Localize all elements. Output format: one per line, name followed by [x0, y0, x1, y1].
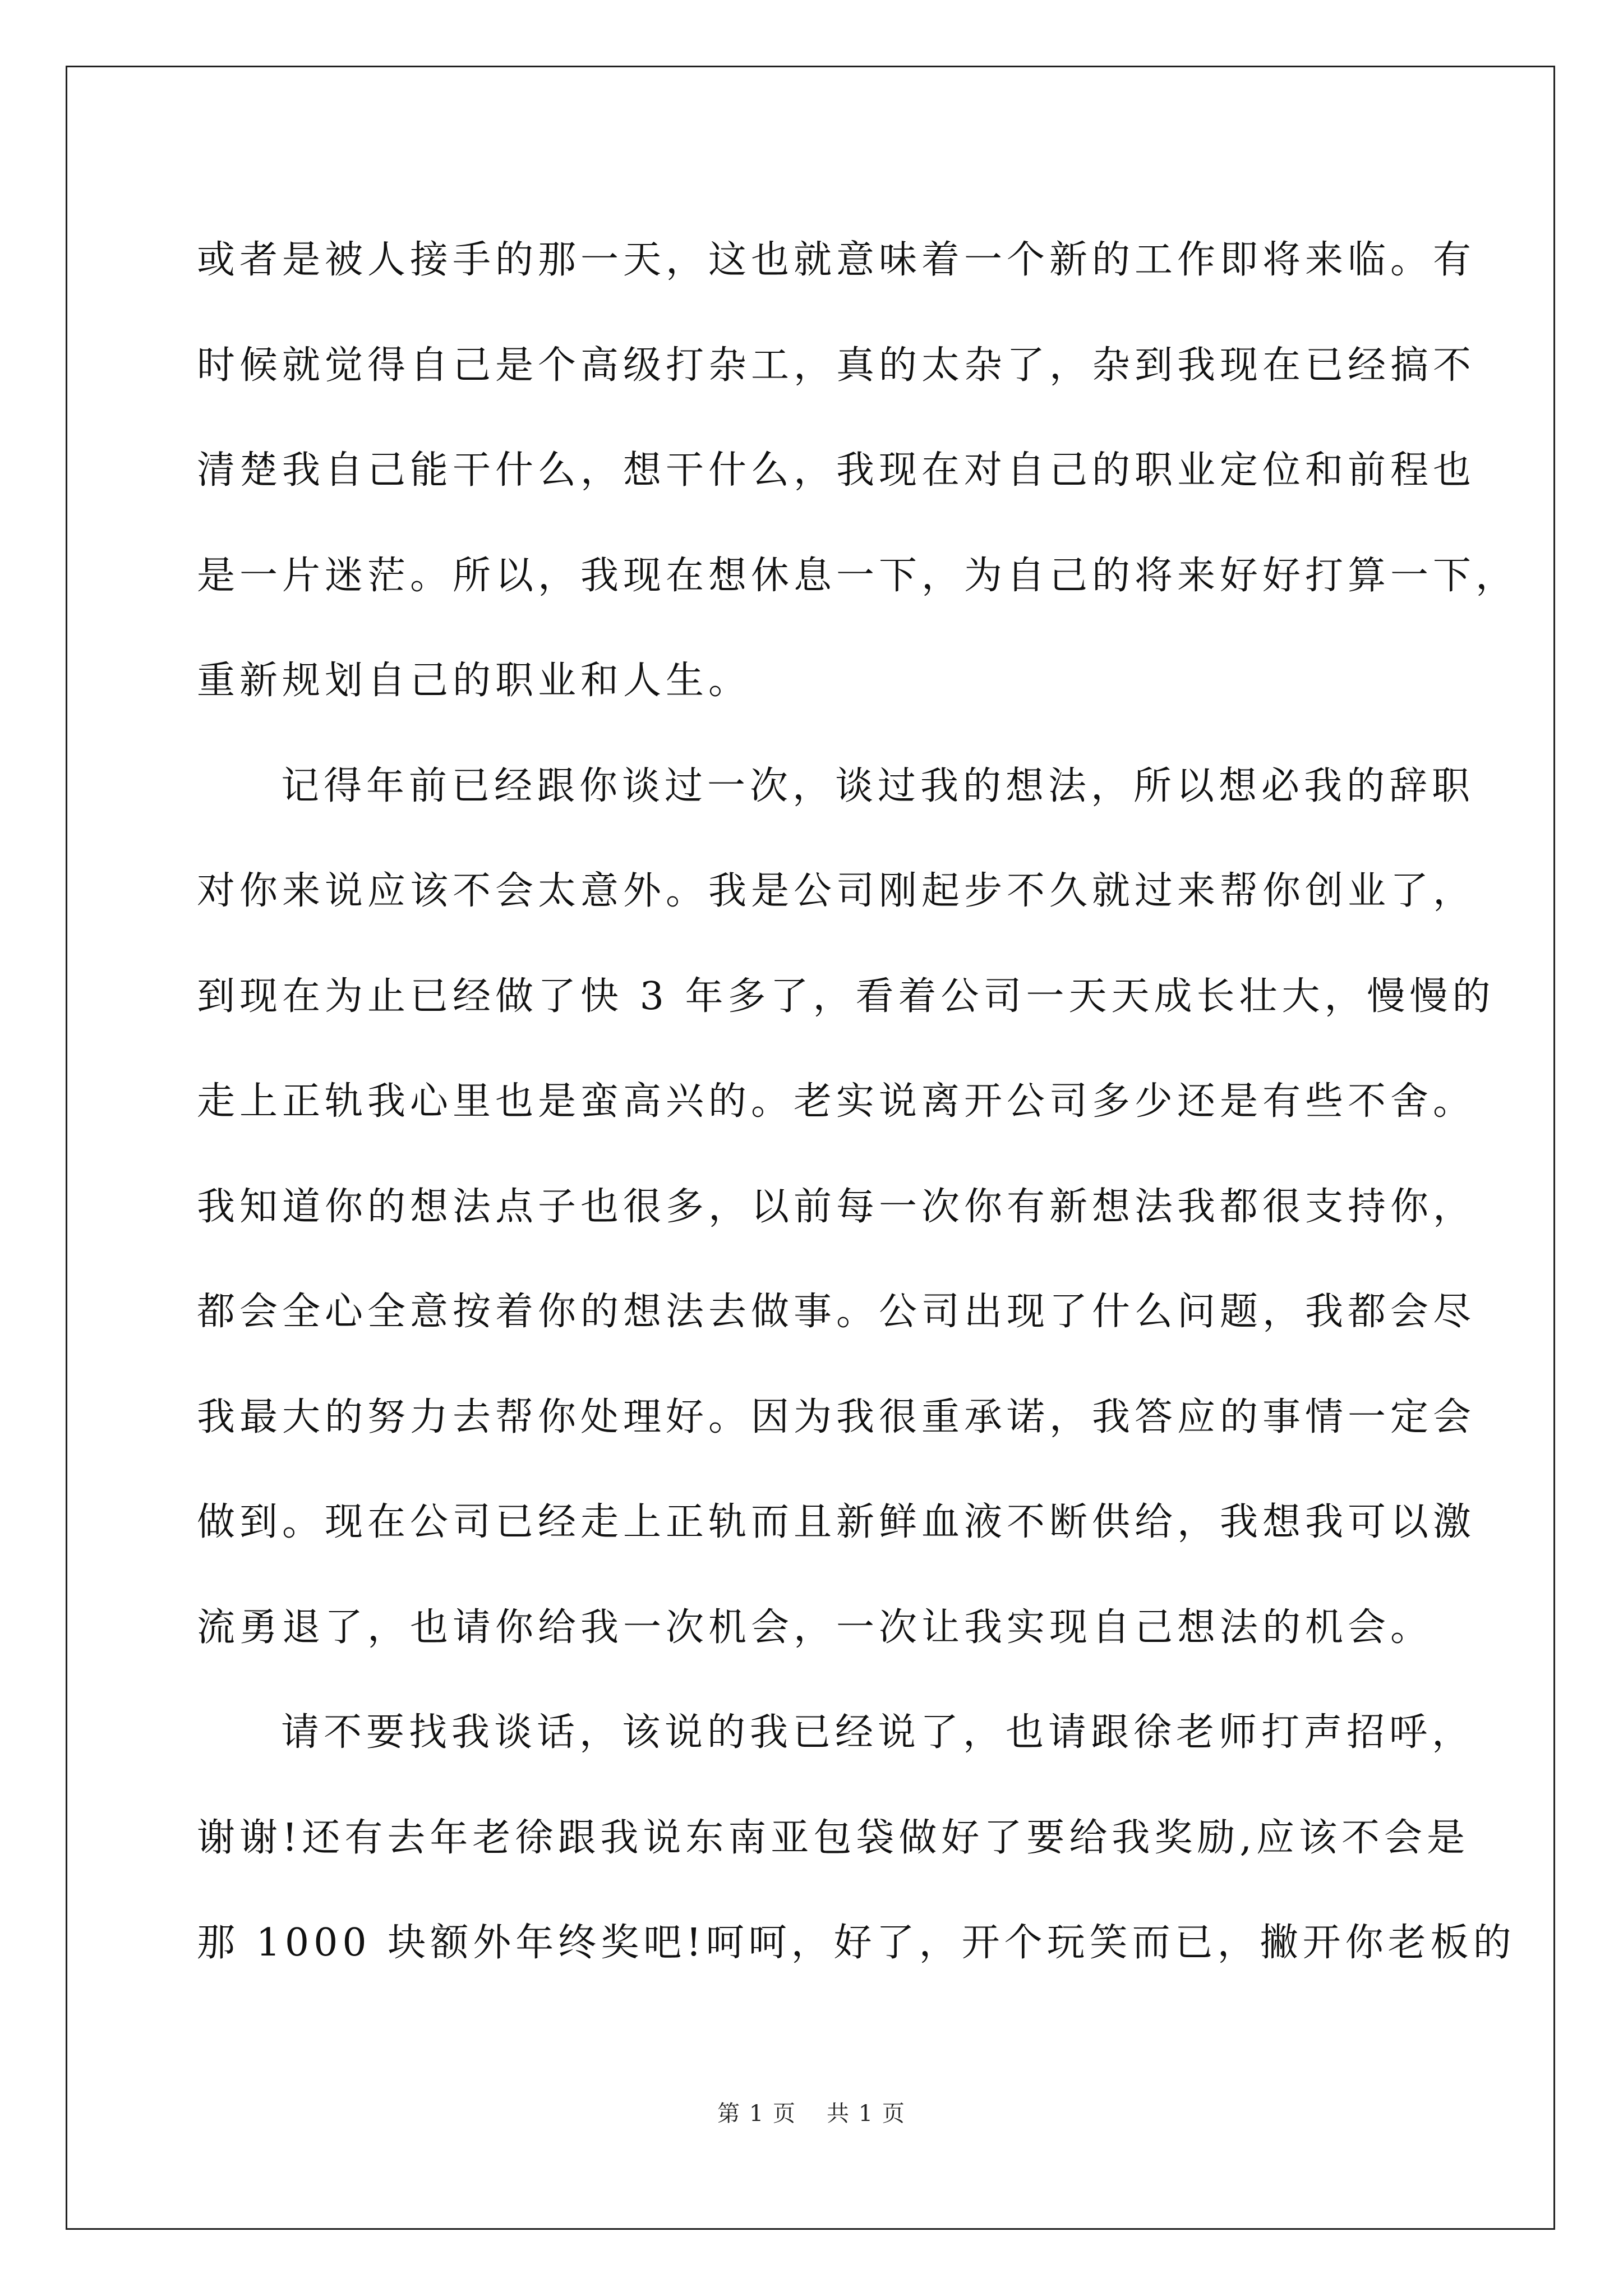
text-line: 重新规划自己的职业和人生。 — [197, 659, 751, 703]
text-line: 清楚我自己能干什么，想干什么，我现在对自己的职业定位和前程也 — [197, 448, 1476, 493]
text-line: 做到。现在公司已经走上正轨而且新鲜血液不断供给，我想我可以激 — [197, 1500, 1476, 1544]
page-footer — [0, 2097, 1623, 2131]
text-line: 到现在为止已经做了快 3 年多了，看着公司一天天成长壮大，慢慢的 — [197, 974, 1495, 1019]
text-line: 走上正轨我心里也是蛮高兴的。老实说离开公司多少还是有些不舍。 — [197, 1079, 1476, 1124]
text-line: 都会全心全意按着你的想法去做事。公司出现了什么问题，我都会尽 — [197, 1290, 1476, 1334]
text-line: 流勇退了，也请你给我一次机会，一次让我实现自己想法的机会。 — [197, 1605, 1433, 1650]
paragraph-first-line: 记得年前已经跟你谈过一次，谈过我的想法，所以想必我的辞职 — [281, 763, 1475, 808]
text-line: 或者是被人接手的那一天，这也就意味着一个新的工作即将来临。有 — [197, 238, 1476, 282]
text-line: 那 1000 块额外年终奖吧!呵呵，好了，开个玩笑而已，撇开你老板的 — [197, 1921, 1516, 1965]
document-body — [197, 208, 1519, 1996]
text-line: 谢谢!还有去年老徐跟我说东南亚包袋做好了要给我奖励,应该不会是 — [197, 1815, 1469, 1860]
text-line: 我知道你的想法点子也很多，以前每一次你有新想法我都很支持你， — [197, 1184, 1476, 1229]
text-line: 时候就觉得自己是个高级打杂工，真的太杂了，杂到我现在已经搞不 — [197, 343, 1476, 388]
text-line: 是一片迷茫。所以，我现在想休息一下，为自己的将来好好打算一下， — [197, 553, 1519, 598]
paragraph-first-line: 请不要找我谈话，该说的我已经说了，也请跟徐老师打声招呼， — [281, 1710, 1475, 1755]
page-number: 第 1 页 — [717, 2101, 796, 2127]
text-line: 对你来说应该不会太意外。我是公司刚起步不久就过来帮你创业了， — [197, 869, 1476, 913]
text-line: 我最大的努力去帮你处理好。因为我很重承诺，我答应的事情一定会 — [197, 1395, 1476, 1439]
page-count: 共 1 页 — [827, 2101, 906, 2127]
